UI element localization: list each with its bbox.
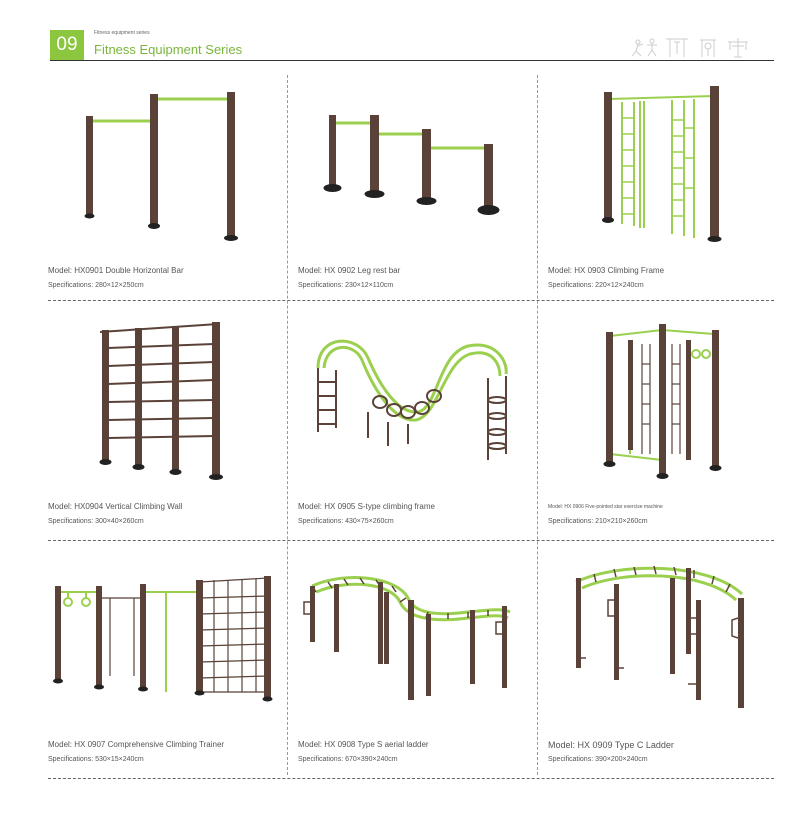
product-model: Model: HX0901 Double Horizontal Bar — [48, 266, 184, 275]
product-spec: Specifications: 670×390×240cm — [298, 756, 398, 763]
product-card — [538, 68, 788, 300]
section-number-badge: 09 — [50, 30, 84, 60]
product-card — [38, 304, 288, 536]
product-spec: Specifications: 300×40×260cm — [48, 518, 144, 525]
product-model: Model: HX 0902 Leg rest bar — [298, 266, 401, 275]
comprehensive-climbing-trainer-image — [38, 542, 288, 732]
product-spec: Specifications: 430×75×260cm — [298, 518, 394, 525]
product-card — [288, 304, 538, 536]
double-horizontal-bar-image — [38, 68, 288, 258]
product-model: Model: HX 0903 Climbing Frame — [548, 266, 665, 275]
product-card — [38, 542, 288, 774]
type-s-aerial-ladder-image — [288, 542, 538, 732]
product-model: Model: HX 0905 S-type climbing frame — [298, 502, 435, 511]
product-model: Model: HX0904 Vertical Climbing Wall — [48, 502, 183, 511]
product-spec: Specifications: 220×12×240cm — [548, 282, 644, 289]
product-card — [538, 542, 788, 774]
product-card — [38, 68, 288, 300]
section-subtitle: Fitness equipment series — [94, 30, 150, 36]
vertical-climbing-wall-image — [38, 304, 288, 494]
product-spec: Specifications: 230×12×110cm — [298, 282, 394, 289]
product-spec: Specifications: 390×200×240cm — [548, 756, 648, 763]
type-c-ladder-image — [538, 542, 788, 732]
product-model: Model: HX 0909 Type C Ladder — [548, 740, 674, 750]
leg-rest-bar-image — [288, 68, 538, 258]
product-spec: Specifications: 280×12×250cm — [48, 282, 144, 289]
product-model: Model: HX 0906 Five-pointed star exercise machine — [548, 504, 663, 510]
five-pointed-star-machine-image — [538, 304, 788, 494]
fitness-silhouettes-icon — [630, 36, 770, 58]
row-divider — [48, 778, 774, 779]
row-divider — [48, 300, 774, 301]
product-card — [538, 304, 788, 536]
product-card — [288, 542, 538, 774]
product-model: Model: HX 0907 Comprehensive Climbing Trainer — [48, 740, 225, 749]
product-model: Model: HX 0908 Type S aerial ladder — [298, 740, 429, 749]
product-card — [288, 68, 538, 300]
s-type-climbing-frame-image — [288, 304, 538, 494]
page-header — [0, 0, 790, 70]
header-divider — [50, 60, 774, 61]
row-divider — [48, 540, 774, 541]
section-title: Fitness Equipment Series — [94, 42, 243, 57]
climbing-frame-image — [538, 68, 788, 258]
product-spec: Specifications: 210×210×260cm — [548, 518, 648, 525]
product-spec: Specifications: 530×15×240cm — [48, 756, 144, 763]
